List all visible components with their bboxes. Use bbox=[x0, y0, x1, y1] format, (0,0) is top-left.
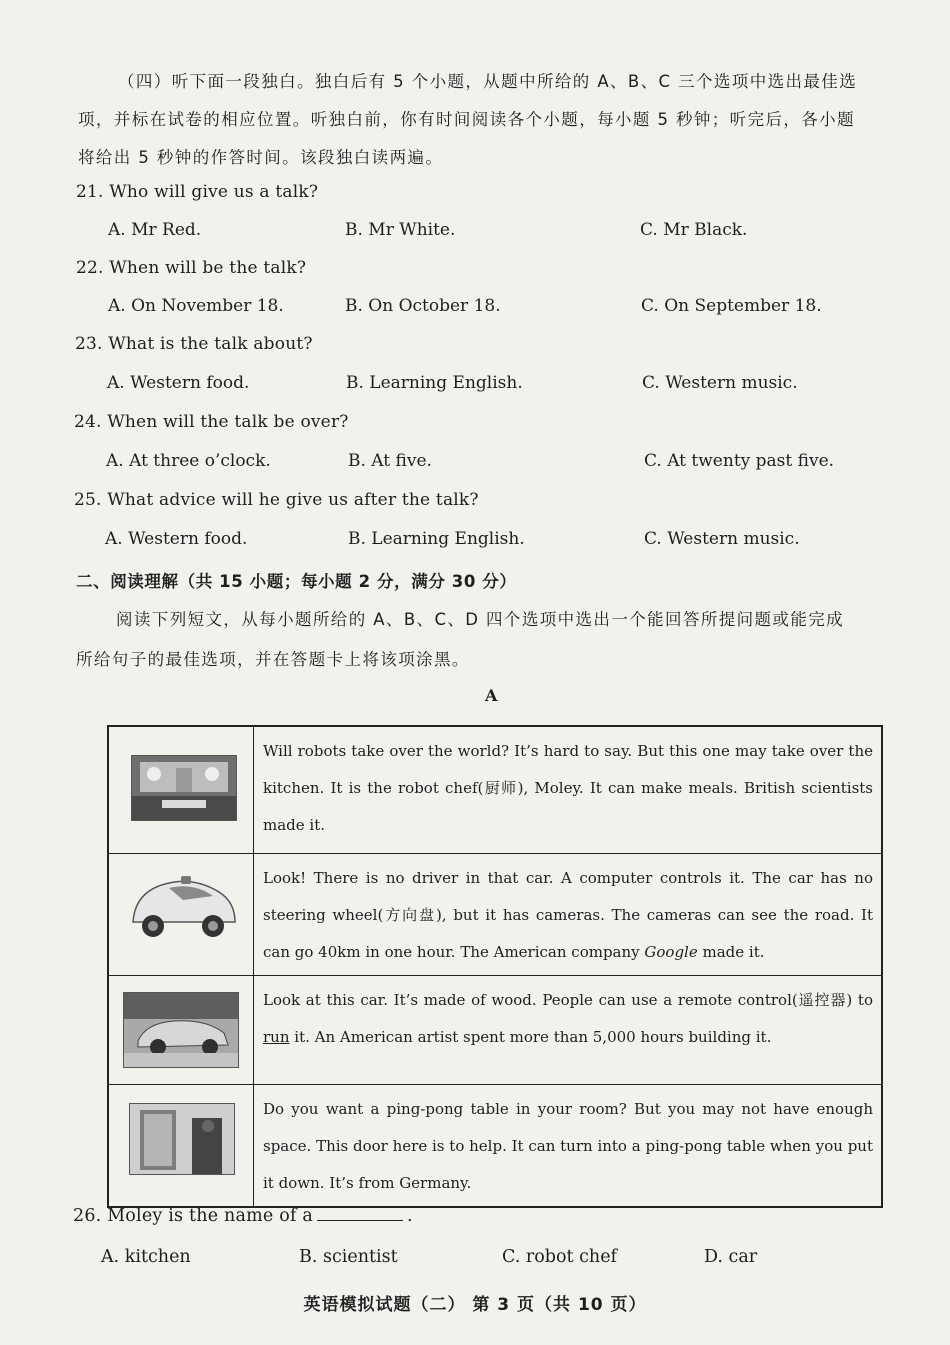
q22-option-a: A. On November 18. bbox=[108, 296, 284, 316]
passage-row-pingpong-door bbox=[108, 1085, 882, 1208]
q23-option-c: C. Western music. bbox=[642, 373, 798, 393]
image-cell bbox=[108, 854, 254, 976]
q26-option-c: C. robot chef bbox=[502, 1247, 618, 1267]
robot-kitchen-photo bbox=[131, 755, 237, 821]
q25-option-c: C. Western music. bbox=[644, 529, 800, 549]
passage-2-part2: made it. bbox=[697, 943, 765, 961]
passage-row-wooden-car bbox=[108, 976, 882, 1085]
passage-row-robot-chef bbox=[108, 726, 882, 854]
question-23: 23. What is the talk about? bbox=[75, 334, 313, 354]
image-cell bbox=[108, 1085, 254, 1208]
reading-instruction-line1: 阅读下列短文，从每小题所给的 A、B、C、D 四个选项中选出一个能回答所提问题或能完成 bbox=[116, 610, 845, 629]
reading-instruction-line2: 所给句子的最佳选项，并在答题卡上将该项涂黑。 bbox=[76, 650, 470, 669]
question-26-period: . bbox=[407, 1206, 413, 1226]
q21-option-a: A. Mr Red. bbox=[108, 220, 202, 240]
q25-option-b: B. Learning English. bbox=[348, 529, 525, 549]
q26-option-a: A. kitchen bbox=[101, 1247, 191, 1267]
pingpong-door-photo bbox=[129, 1103, 235, 1175]
google-company-name: Google bbox=[644, 943, 698, 961]
q22-option-b: B. On October 18. bbox=[345, 296, 501, 316]
section4-intro-line1: （四）听下面一段独白。独白后有 5 个小题，从题中所给的 A、B、C 三个选项中选出最佳选 bbox=[118, 72, 858, 91]
q24-option-c: C. At twenty past five. bbox=[644, 451, 835, 471]
image-cell bbox=[108, 726, 254, 854]
question-26-stem: 26. Moley is the name of a bbox=[73, 1206, 314, 1226]
passage-table bbox=[107, 725, 883, 1208]
reading-section-title: 二、阅读理解（共 15 小题；每小题 2 分，满分 30 分） bbox=[76, 572, 517, 591]
passage-1-text: Will robots take over the world? It’s hard to say. But this one may take over the kitchen. It is the robot chef(厨师), Moley. It can make meals. British scientists made it. bbox=[254, 726, 883, 854]
q21-option-c: C. Mr Black. bbox=[640, 220, 748, 240]
q26-option-d: D. car bbox=[704, 1247, 758, 1267]
q25-option-a: A. Western food. bbox=[105, 529, 248, 549]
question-24: 24. When will the talk be over? bbox=[74, 412, 349, 432]
q22-option-c: C. On September 18. bbox=[641, 296, 822, 316]
q23-option-b: B. Learning English. bbox=[346, 373, 523, 393]
passage-3-part2: it. An American artist spent more than 5,000 hours building it. bbox=[289, 1028, 772, 1046]
question-22: 22. When will be the talk? bbox=[76, 258, 307, 278]
passage-3-text bbox=[254, 976, 883, 1085]
passage-row-driverless-car bbox=[108, 854, 882, 976]
section4-intro-line2: 项，并标在试卷的相应位置。听独白前，你有时间阅读各个小题，每小题 5 秒钟；听完后，各小题 bbox=[78, 110, 855, 129]
passage-2-part1: Look! There is no driver in that car. A computer controls it. The car has no steering wheel(方向盘), but it has cameras. The cameras can see the road. It can go 40km in one hour. The American company bbox=[263, 869, 873, 961]
passage-2-text bbox=[254, 854, 883, 976]
passage-3-part1: Look at this car. It’s made of wood. People can use a remote control(遥控器) to bbox=[263, 991, 873, 1009]
wooden-car-photo bbox=[123, 992, 239, 1068]
q24-option-a: A. At three o’clock. bbox=[106, 451, 271, 471]
image-cell bbox=[108, 976, 254, 1085]
question-25: 25. What advice will he give us after the talk? bbox=[74, 490, 479, 510]
underlined-word-run: run bbox=[263, 1028, 290, 1046]
question-26 bbox=[73, 1206, 413, 1226]
passage-4-text: Do you want a ping-pong table in your room? But you may not have enough space. This door here is to help. It can turn into a ping-pong table when you put it down. It’s from Germany. bbox=[254, 1085, 883, 1208]
q21-option-b: B. Mr White. bbox=[345, 220, 456, 240]
page-footer: 英语模拟试题（二） 第 3 页（共 10 页） bbox=[303, 1295, 647, 1315]
answer-blank bbox=[317, 1206, 403, 1221]
q23-option-a: A. Western food. bbox=[107, 373, 250, 393]
q26-option-b: B. scientist bbox=[299, 1247, 398, 1267]
part-a-label: A bbox=[485, 686, 498, 705]
question-21: 21. Who will give us a talk? bbox=[76, 182, 319, 202]
driverless-car-photo bbox=[123, 870, 241, 944]
section4-intro-line3: 将给出 5 秒钟的作答时间。该段独白读两遍。 bbox=[78, 148, 444, 167]
q24-option-b: B. At five. bbox=[348, 451, 432, 471]
